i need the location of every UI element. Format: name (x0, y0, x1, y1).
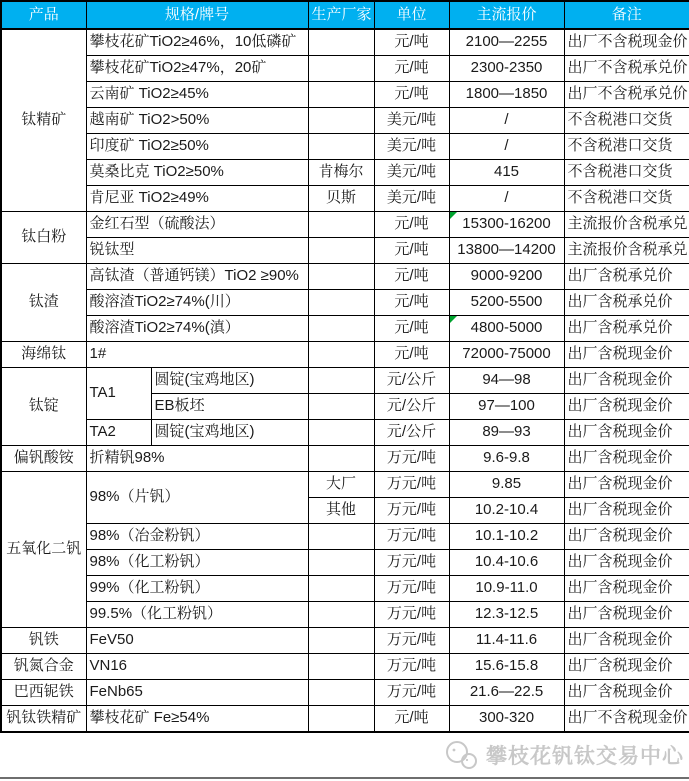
remark-cell: 不含税港口交货 (564, 134, 689, 160)
price-cell: 2300-2350 (449, 56, 564, 82)
table-row (1, 238, 689, 264)
remark-cell: 不含税港口交货 (564, 108, 689, 134)
price-cell: 89—93 (449, 420, 564, 446)
remark-cell: 出厂含税承兑价 (564, 264, 689, 290)
remark-cell: 出厂含税现金价 (564, 628, 689, 654)
product-cell: 钒铁 (1, 628, 86, 654)
unit-cell: 万元/吨 (374, 550, 449, 576)
unit-cell: 万元/吨 (374, 524, 449, 550)
mfr-cell (308, 680, 374, 706)
mfr-cell (308, 654, 374, 680)
mfr-cell: 肯梅尔 (308, 160, 374, 186)
spec-cell: 攀枝花矿TiO2≥46%，10低磷矿 (86, 29, 308, 56)
mfr-cell (308, 108, 374, 134)
remark-cell: 出厂含税现金价 (564, 602, 689, 628)
remark-cell: 出厂含税现金价 (564, 680, 689, 706)
price-cell: 10.4-10.6 (449, 550, 564, 576)
mfr-cell (308, 628, 374, 654)
unit-cell: 万元/吨 (374, 602, 449, 628)
price-cell: 1800—1850 (449, 82, 564, 108)
spec-cell: VN16 (86, 654, 308, 680)
spec-cell: FeNb65 (86, 680, 308, 706)
mfr-cell (308, 316, 374, 342)
table-header (1, 1, 689, 29)
grade-cell: TA2 (86, 420, 151, 446)
header-cell-product: 产品 (1, 1, 86, 29)
remark-cell: 不含税港口交货 (564, 160, 689, 186)
price-cell: / (449, 134, 564, 160)
spec-cell: 锐钛型 (86, 238, 308, 264)
price-cell: 9.6-9.8 (449, 446, 564, 472)
price-cell: / (449, 108, 564, 134)
spec-cell: 肯尼亚 TiO2≥49% (86, 186, 308, 212)
spec-cell: 1# (86, 342, 308, 368)
spec-cell: 云南矿 TiO2≥45% (86, 82, 308, 108)
remark-cell: 出厂含税承兑价 (564, 316, 689, 342)
price-cell: 5200-5500 (449, 290, 564, 316)
price-cell: 21.6—22.5 (449, 680, 564, 706)
remark-cell: 主流报价含税承兑 (564, 212, 689, 238)
unit-cell: 美元/吨 (374, 134, 449, 160)
header-cell-remark: 备注 (564, 1, 689, 29)
table-row (1, 602, 689, 628)
product-cell: 钛渣 (1, 264, 86, 342)
mfr-cell (308, 29, 374, 56)
spec-cell: 98%（化工粉钒） (86, 550, 308, 576)
header-row (1, 1, 689, 29)
green-triangle-icon (450, 212, 457, 219)
remark-cell: 出厂不含税承兑价 (564, 82, 689, 108)
unit-cell: 万元/吨 (374, 628, 449, 654)
spec-cell: 酸溶渣TiO2≥74%(滇） (86, 316, 308, 342)
table-row (1, 29, 689, 56)
unit-cell: 元/公斤 (374, 394, 449, 420)
unit-cell: 元/吨 (374, 238, 449, 264)
price-cell: 15300-16200 (449, 212, 564, 238)
grade-cell: TA1 (86, 368, 151, 420)
mfr-cell: 大厂 (308, 472, 374, 498)
price-cell: 300-320 (449, 706, 564, 733)
unit-cell: 元/吨 (374, 290, 449, 316)
remark-cell: 出厂不含税现金价 (564, 706, 689, 733)
spec-cell: 98%（冶金粉钒） (86, 524, 308, 550)
mfr-cell (308, 368, 374, 394)
product-cell: 偏钒酸铵 (1, 446, 86, 472)
table-row (1, 316, 689, 342)
mfr-cell (308, 576, 374, 602)
price-cell: / (449, 186, 564, 212)
table-row (1, 706, 689, 733)
unit-cell: 万元/吨 (374, 446, 449, 472)
table-body (1, 29, 689, 732)
remark-cell: 出厂含税现金价 (564, 524, 689, 550)
remark-cell: 出厂含税现金价 (564, 576, 689, 602)
spec-cell: 越南矿 TiO2>50% (86, 108, 308, 134)
remark-cell: 出厂含税现金价 (564, 498, 689, 524)
remark-cell: 出厂含税现金价 (564, 446, 689, 472)
remark-cell: 出厂含税现金价 (564, 550, 689, 576)
spec-cell: 圆锭(宝鸡地区) (151, 368, 308, 394)
unit-cell: 元/吨 (374, 706, 449, 733)
mfr-cell (308, 290, 374, 316)
mfr-cell (308, 342, 374, 368)
spec-cell: 金红石型（硫酸法） (86, 212, 308, 238)
remark-cell: 出厂不含税现金价 (564, 29, 689, 56)
price-cell: 11.4-11.6 (449, 628, 564, 654)
spec-cell: 圆锭(宝鸡地区) (151, 420, 308, 446)
table-row (1, 134, 689, 160)
remark-cell: 出厂含税承兑价 (564, 290, 689, 316)
product-cell: 钛锭 (1, 368, 86, 446)
spec-cell: 99.5%（化工粉钒） (86, 602, 308, 628)
spec-cell: 酸溶渣TiO2≥74%(川） (86, 290, 308, 316)
spec-cell: 高钛渣（普通钙镁）TiO2 ≥90% (86, 264, 308, 290)
product-cell: 钒氮合金 (1, 654, 86, 680)
unit-cell: 万元/吨 (374, 472, 449, 498)
spec-cell: FeV50 (86, 628, 308, 654)
remark-cell: 出厂含税现金价 (564, 368, 689, 394)
table-row (1, 472, 689, 498)
price-cell: 2100—2255 (449, 29, 564, 56)
product-cell: 钛精矿 (1, 29, 86, 212)
spec-cell: 折精钒98% (86, 446, 308, 472)
mfr-cell (308, 446, 374, 472)
table-row (1, 264, 689, 290)
table-row (1, 628, 689, 654)
unit-cell: 美元/吨 (374, 108, 449, 134)
spec-cell: 98%（片钒） (86, 472, 308, 524)
product-cell: 巴西铌铁 (1, 680, 86, 706)
spec-cell: EB板坯 (151, 394, 308, 420)
remark-cell: 出厂含税现金价 (564, 394, 689, 420)
mfr-cell (308, 212, 374, 238)
price-cell: 9.85 (449, 472, 564, 498)
mfr-cell (308, 706, 374, 733)
table-row (1, 654, 689, 680)
table-row (1, 576, 689, 602)
table-row (1, 524, 689, 550)
price-cell: 94—98 (449, 368, 564, 394)
mfr-cell (308, 602, 374, 628)
product-cell: 五氧化二钒 (1, 472, 86, 628)
mfr-cell (308, 134, 374, 160)
header-cell-price: 主流报价 (449, 1, 564, 29)
table-row (1, 82, 689, 108)
table-row (1, 160, 689, 186)
remark-cell: 出厂含税现金价 (564, 420, 689, 446)
price-cell: 12.3-12.5 (449, 602, 564, 628)
table-row (1, 680, 689, 706)
mfr-cell (308, 238, 374, 264)
mfr-cell (308, 550, 374, 576)
brand-logo-icon (444, 739, 480, 771)
mfr-cell (308, 524, 374, 550)
unit-cell: 元/吨 (374, 316, 449, 342)
mfr-cell (308, 56, 374, 82)
price-cell: 97—100 (449, 394, 564, 420)
remark-cell: 出厂含税现金价 (564, 654, 689, 680)
unit-cell: 美元/吨 (374, 186, 449, 212)
unit-cell: 万元/吨 (374, 576, 449, 602)
table-row (1, 368, 689, 394)
table-row (1, 342, 689, 368)
table-row (1, 56, 689, 82)
price-cell: 72000-75000 (449, 342, 564, 368)
unit-cell: 万元/吨 (374, 654, 449, 680)
spec-cell: 攀枝花矿TiO2≥47%，20矿 (86, 56, 308, 82)
mfr-cell (308, 82, 374, 108)
header-cell-spec: 规格/牌号 (86, 1, 308, 29)
unit-cell: 元/公斤 (374, 368, 449, 394)
unit-cell: 元/吨 (374, 342, 449, 368)
watermark-text: 攀枝花钒钛交易中心 (486, 745, 684, 768)
unit-cell: 元/吨 (374, 264, 449, 290)
unit-cell: 万元/吨 (374, 498, 449, 524)
price-cell: 10.1-10.2 (449, 524, 564, 550)
mfr-cell (308, 420, 374, 446)
table-row (1, 446, 689, 472)
remark-cell: 不含税港口交货 (564, 186, 689, 212)
table-row (1, 550, 689, 576)
header-cell-unit: 单位 (374, 1, 449, 29)
unit-cell: 万元/吨 (374, 680, 449, 706)
remark-cell: 出厂含税现金价 (564, 342, 689, 368)
table-row (1, 290, 689, 316)
unit-cell: 元/吨 (374, 56, 449, 82)
spec-cell: 99%（化工粉钒） (86, 576, 308, 602)
table-row (1, 420, 689, 446)
price-cell: 415 (449, 160, 564, 186)
price-cell: 4800-5000 (449, 316, 564, 342)
mfr-cell: 其他 (308, 498, 374, 524)
bottom-divider (0, 777, 689, 779)
watermark (444, 739, 684, 771)
price-cell: 15.6-15.8 (449, 654, 564, 680)
unit-cell: 美元/吨 (374, 160, 449, 186)
spec-cell: 攀枝花矿 Fe≥54% (86, 706, 308, 733)
table-row (1, 108, 689, 134)
product-cell: 钛白粉 (1, 212, 86, 264)
spec-cell: 印度矿 TiO2≥50% (86, 134, 308, 160)
remark-cell: 出厂不含税承兑价 (564, 56, 689, 82)
mfr-cell (308, 264, 374, 290)
price-cell: 10.9-11.0 (449, 576, 564, 602)
mfr-cell: 贝斯 (308, 186, 374, 212)
table-row (1, 186, 689, 212)
price-cell: 13800—14200 (449, 238, 564, 264)
price-cell: 9000-9200 (449, 264, 564, 290)
spec-cell: 莫桑比克 TiO2≥50% (86, 160, 308, 186)
remark-cell: 主流报价含税承兑 (564, 238, 689, 264)
unit-cell: 元/公斤 (374, 420, 449, 446)
price-cell: 10.2-10.4 (449, 498, 564, 524)
product-cell: 钒钛铁精矿 (1, 706, 86, 733)
product-cell: 海绵钛 (1, 342, 86, 368)
remark-cell: 出厂含税现金价 (564, 472, 689, 498)
green-triangle-icon (450, 316, 457, 323)
unit-cell: 元/吨 (374, 82, 449, 108)
table-row (1, 212, 689, 238)
unit-cell: 元/吨 (374, 212, 449, 238)
mfr-cell (308, 394, 374, 420)
header-cell-mfr: 生产厂家 (308, 1, 374, 29)
unit-cell: 元/吨 (374, 29, 449, 56)
